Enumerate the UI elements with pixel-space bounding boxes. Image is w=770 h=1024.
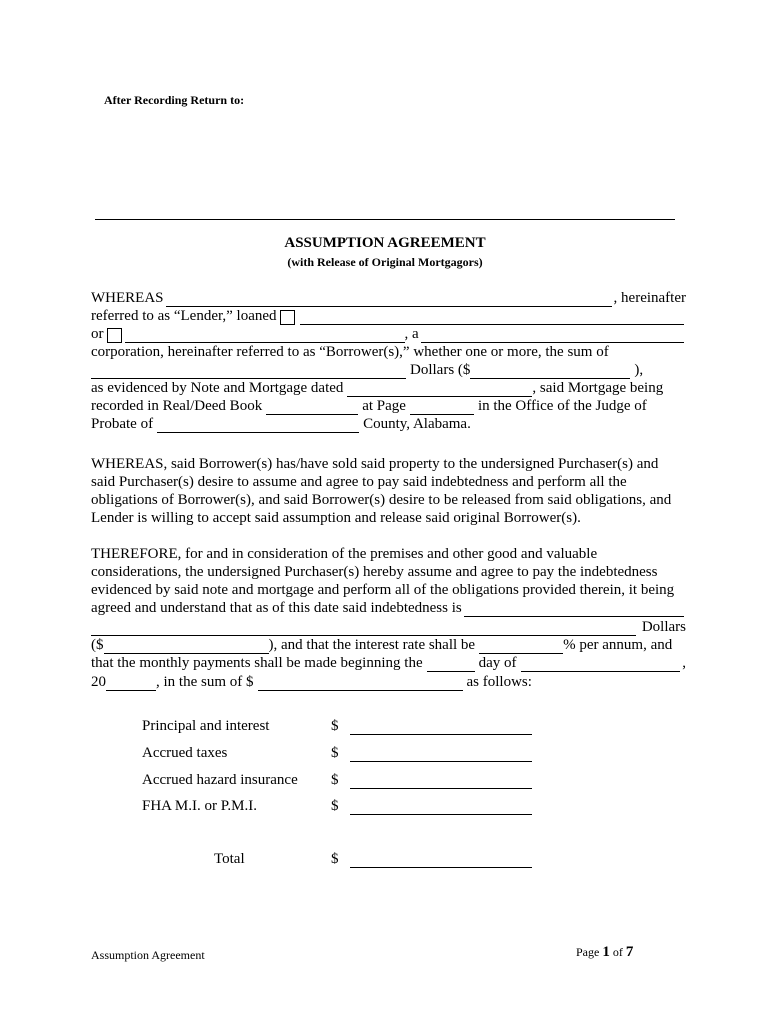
- para1-line4: corporation, hereinafter referred to as “Borrower(s),” whether one or more, the sum of: [91, 344, 609, 360]
- principal-interest-field[interactable]: [350, 734, 532, 735]
- para2-line4: Lender is willing to accept said assumption and release said original Borrower(s).: [91, 510, 581, 526]
- lender-name-field[interactable]: [166, 292, 612, 307]
- payment-item-label: FHA M.I. or P.M.I.: [142, 798, 258, 814]
- para3-line1: THEREFORE, for and in consideration of the premises and other good and valuable: [91, 546, 598, 562]
- note-date-field[interactable]: [347, 382, 532, 397]
- para2-line3: obligations of Borrower(s), and said Borrower(s) desire to be released from said obligations, and: [91, 492, 672, 508]
- indebtedness-field[interactable]: [464, 602, 684, 617]
- footer-document-name: Assumption Agreement: [91, 948, 205, 962]
- corporation-type-field[interactable]: [421, 328, 684, 343]
- payment-item-currency: $: [331, 745, 339, 761]
- payment-day-field[interactable]: [427, 657, 475, 672]
- para2-line2: said Purchaser(s) desire to assume and agree to pay said indebtedness and perform all the: [91, 474, 627, 490]
- page-indicator: Page 1 of 7: [576, 944, 634, 960]
- document-title: ASSUMPTION AGREEMENT: [284, 235, 486, 251]
- loaned-checkbox-1[interactable]: [280, 310, 295, 325]
- payment-year-field[interactable]: [106, 676, 156, 691]
- total-field[interactable]: [350, 867, 532, 868]
- para1-line2: referred to as “Lender,” loaned: [91, 307, 686, 325]
- probate-county-field[interactable]: [157, 418, 359, 433]
- payment-item-currency: $: [331, 718, 339, 734]
- total-label: Total: [214, 851, 245, 867]
- sum-amount-field[interactable]: [470, 364, 630, 379]
- para1-line7: recorded in Real/Deed Book at Page in the Office of the Judge of: [91, 398, 647, 414]
- interest-rate-field[interactable]: [479, 639, 563, 654]
- para1-line8: Probate of County, Alabama.: [91, 416, 471, 432]
- sum-words-field[interactable]: [91, 364, 406, 379]
- payment-month-field[interactable]: [521, 657, 681, 672]
- para3-line3: evidenced by said note and mortgage and perform all of the obligations provided therein, it being: [91, 582, 675, 598]
- payment-item-label: Accrued hazard insurance: [142, 772, 298, 788]
- fha-mi-field[interactable]: [350, 814, 532, 815]
- para3-line6: ($ ), and that the interest rate shall be % per annum, and: [91, 637, 673, 653]
- para3-line8: 20 , in the sum of $ as follows:: [91, 674, 532, 690]
- hazard-insurance-field[interactable]: [350, 788, 532, 789]
- accrued-taxes-field[interactable]: [350, 761, 532, 762]
- document-subtitle: (with Release of Original Mortgagors): [287, 255, 483, 269]
- para2-line1: WHEREAS, said Borrower(s) has/have sold said property to the undersigned Purchaser(s) and: [91, 456, 659, 472]
- para3-line2: considerations, the undersigned Purchaser(s) hereby assume and agree to pay the indebtedness: [91, 564, 658, 580]
- para3-line5: Dollars: [91, 618, 686, 636]
- borrower-name-field-2[interactable]: [125, 328, 405, 343]
- para1-line1: WHEREAS , hereinafter: [91, 290, 686, 306]
- para1-line3: or , a: [91, 325, 686, 343]
- indebtedness-amount-field[interactable]: [104, 639, 269, 654]
- payment-item-label: Principal and interest: [142, 718, 270, 734]
- indebtedness-words-field[interactable]: [91, 621, 636, 636]
- loaned-checkbox-2[interactable]: [107, 328, 122, 343]
- deed-book-field[interactable]: [266, 400, 358, 415]
- total-currency: $: [331, 851, 339, 867]
- page-number-field[interactable]: [410, 400, 474, 415]
- borrower-name-field[interactable]: [300, 310, 684, 325]
- para3-line4: agreed and understand that as of this date said indebtedness is: [91, 599, 686, 617]
- return-to-label: After Recording Return to:: [104, 93, 245, 107]
- monthly-sum-field[interactable]: [258, 676, 463, 691]
- para1-line6: as evidenced by Note and Mortgage dated , said Mortgage being: [91, 380, 664, 396]
- payment-item-currency: $: [331, 798, 339, 814]
- para3-line7: that the monthly payments shall be made beginning the day of ,: [91, 655, 686, 671]
- payment-item-label: Accrued taxes: [142, 745, 228, 761]
- payment-item-currency: $: [331, 772, 339, 788]
- recording-divider-line: [95, 219, 675, 220]
- para1-line5: Dollars ($ ),: [91, 361, 686, 379]
